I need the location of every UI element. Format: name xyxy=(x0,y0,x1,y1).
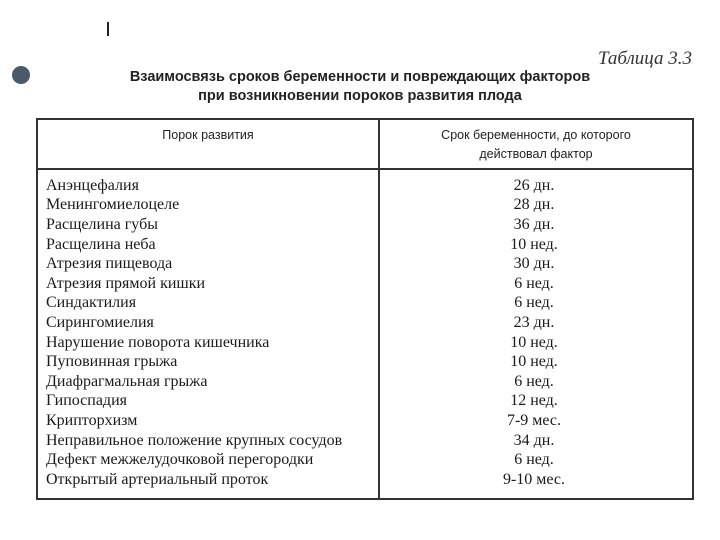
bullet-dot-icon xyxy=(12,66,30,84)
header-term xyxy=(380,126,692,164)
table-row xyxy=(38,274,692,294)
term-cell: 10 нед. xyxy=(510,333,558,351)
defects-table xyxy=(36,118,694,500)
term-cell: 9-10 мес. xyxy=(502,470,566,488)
defect-cell: Диафрагмальная грыжа xyxy=(46,372,208,390)
header-defect: Порок развития xyxy=(162,128,254,142)
defect-cell: Атрезия прямой кишки xyxy=(46,274,206,292)
caption-line-1: Взаимосвязь сроков беременности и повреждающих факторов xyxy=(129,69,591,85)
table-body xyxy=(38,176,692,490)
table-row xyxy=(38,215,692,235)
defect-cell: Дефект межжелудочковой перегородки xyxy=(46,451,314,469)
defect-cell: Менингомиелоцеле xyxy=(46,196,180,214)
caption-line-2: при возникновении пороков развития плода xyxy=(198,88,522,104)
defect-cell: Нарушение поворота кишечника xyxy=(46,333,270,351)
table-number-label: Таблица 3.3 xyxy=(598,48,692,69)
term-cell: 10 нед. xyxy=(510,353,558,371)
term-cell: 23 дн. xyxy=(513,313,555,331)
table-row xyxy=(38,176,692,196)
term-cell: 10 нед. xyxy=(510,235,558,253)
term-cell: 36 дн. xyxy=(513,215,555,233)
header-term-line-2: действовал фактор xyxy=(479,147,593,161)
defect-cell: Расщелина губы xyxy=(46,215,158,233)
term-cell: 30 дн. xyxy=(513,255,555,273)
defect-cell: Гипоспадия xyxy=(46,392,127,410)
defect-cell: Атрезия пищевода xyxy=(46,255,173,273)
defect-cell: Крипторхизм xyxy=(46,411,138,429)
table-row xyxy=(38,313,692,333)
table-row xyxy=(38,411,692,431)
table-row xyxy=(38,254,692,274)
term-cell: 6 нед. xyxy=(514,294,554,312)
table-row xyxy=(38,450,692,470)
defect-cell: Открытый артериальный проток xyxy=(46,470,269,488)
defect-cell: Расщелина неба xyxy=(46,235,156,253)
table-row xyxy=(38,333,692,353)
table-row xyxy=(38,392,692,412)
defect-cell: Анэнцефалия xyxy=(46,176,139,194)
table-row xyxy=(38,235,692,255)
term-cell: 6 нед. xyxy=(514,372,554,390)
defect-cell: Неправильное положение крупных сосудов xyxy=(46,431,343,449)
term-cell: 28 дн. xyxy=(513,196,555,214)
term-cell: 6 нед. xyxy=(514,451,554,469)
term-cell: 7-9 мес. xyxy=(506,411,562,429)
term-cell: 6 нед. xyxy=(514,274,554,292)
table-row xyxy=(38,294,692,314)
term-cell: 26 дн. xyxy=(513,176,555,194)
term-cell: 12 нед. xyxy=(510,392,558,410)
header-term-line-1: Срок беременности, до которого xyxy=(441,128,631,142)
text-cursor-mark xyxy=(107,22,109,36)
table-row xyxy=(38,431,692,451)
header-divider xyxy=(38,168,692,170)
table-row xyxy=(38,352,692,372)
table-row xyxy=(38,470,692,490)
defect-cell: Сирингомиелия xyxy=(46,313,154,331)
defect-cell: Пуповинная грыжа xyxy=(46,353,178,371)
table-row xyxy=(38,196,692,216)
table-caption xyxy=(40,68,680,106)
term-cell: 34 дн. xyxy=(513,431,555,449)
defect-cell: Синдактилия xyxy=(46,294,137,312)
table-row xyxy=(38,372,692,392)
